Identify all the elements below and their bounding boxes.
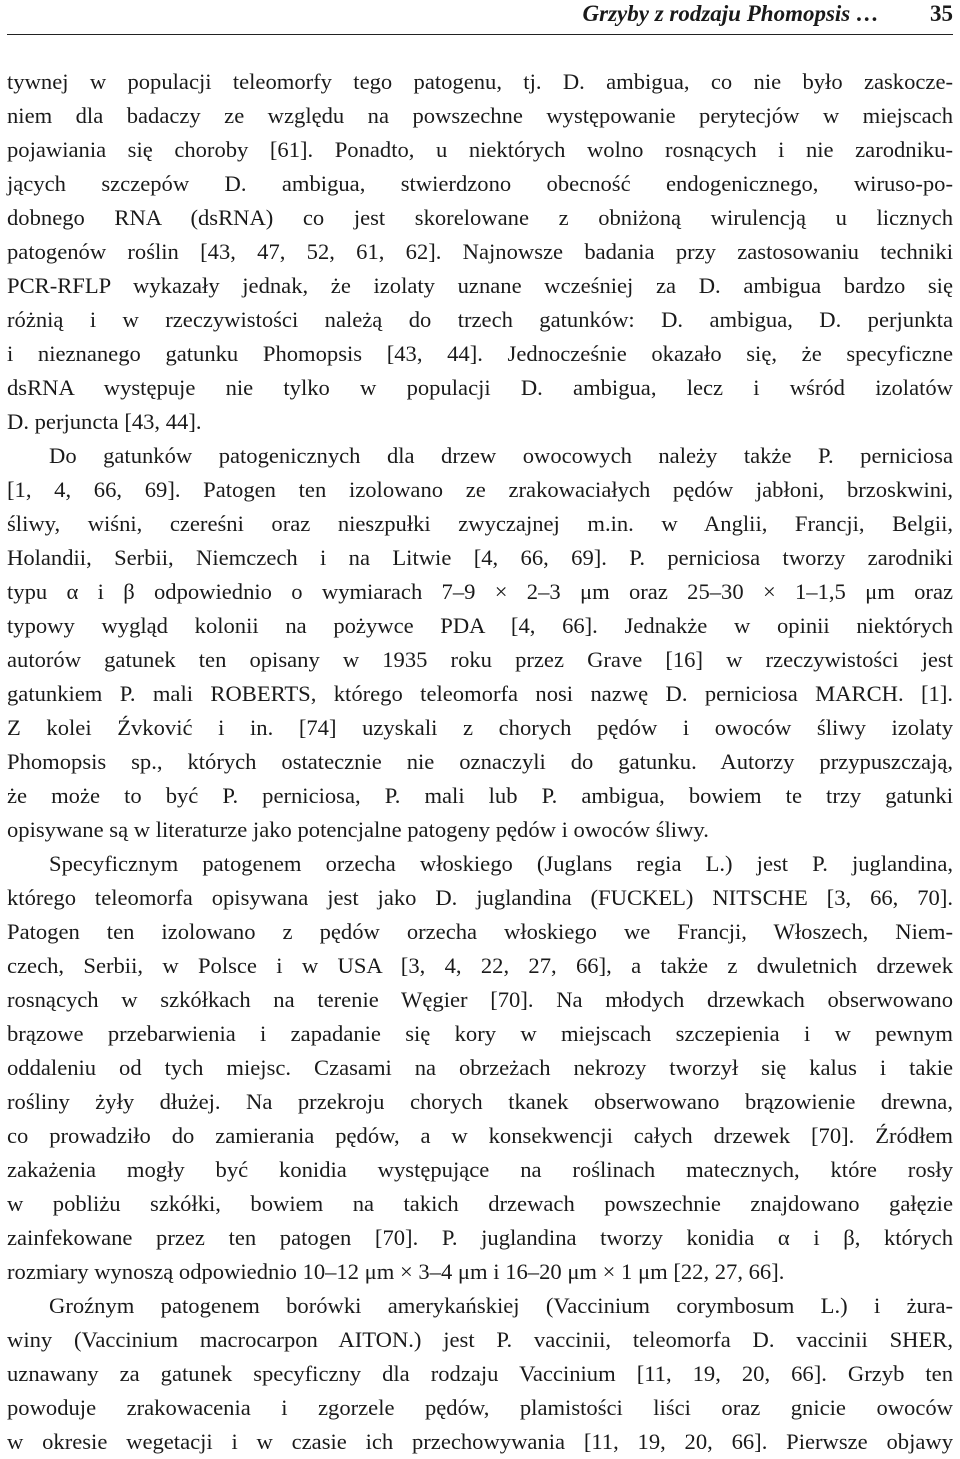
header-rule — [7, 34, 953, 35]
text-line: Do gatunków patogenicznych dla drzew owocowych należy także P. perniciosa — [49, 443, 953, 468]
text-line: czech, Serbii, w Polsce i w USA [3, 4, 22, 27, 66], a także z dwuletnich drzewek — [7, 953, 953, 978]
text-line: Z kolei Źvković i in. [74] uzyskali z chorych pędów i owoców śliwy izolaty — [7, 715, 953, 740]
text-line: oddaleniu od tych miejsc. Czasami na obrzeżach nekrozy tworzył się kalus i takie — [7, 1055, 953, 1080]
text-line: zakażenia mogły być konidia występujące na roślinach matecznych, które rosły — [7, 1157, 953, 1182]
text-line: rośliny żyły dłużej. Na przekroju chorych tkanek obserwowano brązowienie drewna, — [7, 1089, 953, 1114]
text-line: autorów gatunek ten opisany w 1935 roku przez Grave [16] w rzeczywistości jest — [7, 647, 953, 672]
text-line: dobnego RNA (dsRNA) co jest skorelowane z obniżoną wirulencją u licznych — [7, 205, 953, 230]
text-line: typowy wygląd kolonii na pożywce PDA [4, 66]. Jednakże w opinii niektórych — [7, 613, 953, 638]
text-line: Groźnym patogenem borówki amerykańskiej (Vaccinium corymbosum L.) i żura- — [49, 1293, 953, 1318]
paragraph-3 — [7, 847, 953, 1289]
text-line: rosnących w szkółkach na terenie Węgier [70]. Na młodych drzewkach obserwowano — [7, 987, 953, 1012]
text-line: pojawiania się choroby [61]. Ponadto, u niektórych wolno rosnących i nie zarodniku- — [7, 137, 953, 162]
running-title: Grzyby z rodzaju Phomopsis … — [582, 1, 879, 26]
text-line: winy (Vaccinium macrocarpon AITON.) jest P. vaccinii, teleomorfa D. vaccinii SHER, — [7, 1327, 953, 1352]
text-line: zainfekowane przez ten patogen [70]. P. juglandina tworzy konidia α i β, których — [7, 1225, 953, 1250]
text-line: śliwy, wiśni, czereśni oraz nieszpułki zwyczajnej m.in. w Anglii, Francji, Belgii, — [7, 511, 953, 536]
text-line: różnią i w rzeczywistości należą do trzech gatunków: D. ambigua, D. perjunkta — [7, 307, 953, 332]
running-header — [7, 0, 953, 34]
text-line: w okresie wegetacji i w czasie ich przechowywania [11, 19, 20, 66]. Pierwsze objawy — [7, 1429, 953, 1454]
text-line: dsRNA występuje nie tylko w populacji D. ambigua, lecz i wśród izolatów — [7, 375, 953, 400]
text-line: patogenów roślin [43, 47, 52, 61, 62]. Najnowsze badania przy zastosowaniu techniki — [7, 239, 953, 264]
paragraph-1 — [7, 65, 953, 439]
text-line: PCR-RFLP wykazały jednak, że izolaty uznane wcześniej za D. ambigua bardzo się — [7, 273, 953, 298]
text-line: [1, 4, 66, 69]. Patogen ten izolowano ze zrakowaciałych pędów jabłoni, brzoskwini, — [7, 477, 953, 502]
text-line: uznawany za gatunek specyficzny dla rodzaju Vaccinium [11, 19, 20, 66]. Grzyb ten — [7, 1361, 953, 1386]
text-line: Holandii, Serbii, Niemczech i na Litwie [4, 66, 69]. P. perniciosa tworzy zarodniki — [7, 545, 953, 570]
body-text — [7, 65, 953, 1459]
text-line: którego teleomorfa opisywana jest jako D. juglandina (FUCKEL) NITSCHE [3, 66, 70]. — [7, 885, 953, 910]
text-line: i nieznanego gatunku Phomopsis [43, 44]. Jednocześnie okazało się, że specyficzne — [7, 341, 953, 366]
text-line: D. perjuncta [43, 44]. — [7, 409, 202, 434]
text-line: tywnej w populacji teleomorfy tego patogenu, tj. D. ambigua, co nie było zaskocze- — [7, 69, 953, 94]
text-line: Phomopsis sp., których ostatecznie nie oznaczyli do gatunku. Autorzy przypuszczają, — [7, 749, 953, 774]
paragraph-4 — [7, 1289, 953, 1459]
text-line: opisywane są w literaturze jako potencjalne patogeny pędów i owoców śliwy. — [7, 817, 709, 842]
text-line: brązowe przebarwienia i zapadanie się kory w miejscach szczepienia i w pewnym — [7, 1021, 953, 1046]
paragraph-2 — [7, 439, 953, 847]
text-line: powoduje zrakowacenia i zgorzele pędów, plamistości liści oraz gnicie owoców — [7, 1395, 953, 1420]
text-line: co prowadziło do zamierania pędów, a w konsekwencji całych drzewek [70]. Źródłem — [7, 1123, 953, 1148]
document-page — [7, 0, 953, 1459]
page-number: 35 — [930, 1, 953, 26]
text-line: typu α i β odpowiednio o wymiarach 7–9 × 2–3 μm oraz 25–30 × 1–1,5 μm oraz — [7, 579, 953, 604]
text-line: rozmiary wynoszą odpowiednio 10–12 μm × 3–4 μm i 16–20 μm × 1 μm [22, 27, 66]. — [7, 1259, 785, 1284]
text-line: Patogen ten izolowano z pędów orzecha włoskiego we Francji, Włoszech, Niem- — [7, 919, 953, 944]
text-line: niem dla badaczy ze względu na powszechne występowanie perytecjów w miejscach — [7, 103, 953, 128]
text-line: że może to być P. perniciosa, P. mali lub P. ambigua, bowiem te trzy gatunki — [7, 783, 953, 808]
text-line: jących szczepów D. ambigua, stwierdzono obecność endogenicznego, wiruso-po- — [7, 171, 953, 196]
text-line: w pobliżu szkółki, bowiem na takich drzewach powszechnie znajdowano gałęzie — [7, 1191, 953, 1216]
text-line: Specyficznym patogenem orzecha włoskiego (Juglans regia L.) jest P. juglandina, — [49, 851, 953, 876]
text-line: gatunkiem P. mali ROBERTS, którego teleomorfa nosi nazwę D. perniciosa MARCH. [1]. — [7, 681, 953, 706]
